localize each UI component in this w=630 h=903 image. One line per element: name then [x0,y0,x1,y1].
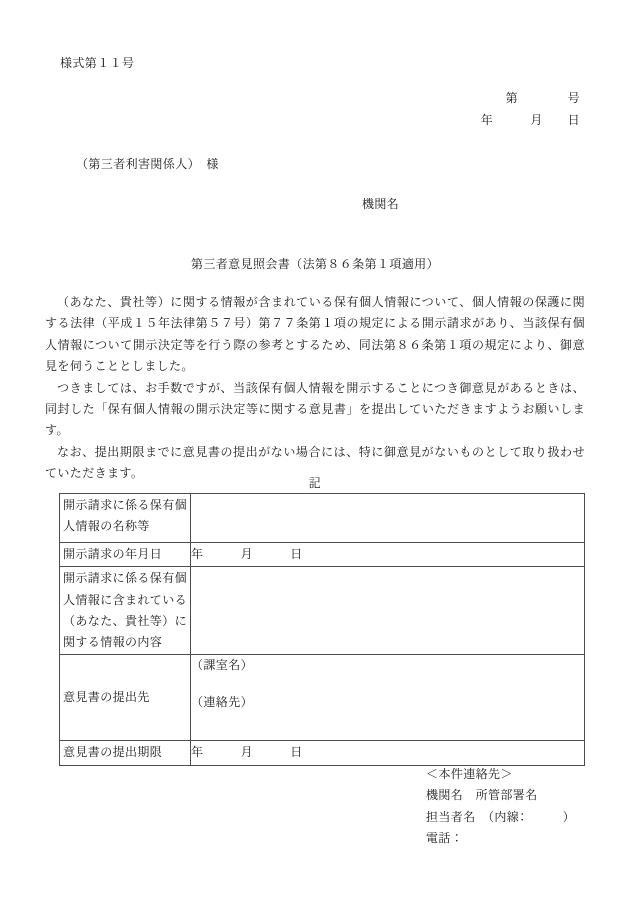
table-row-disclosure-name [60,494,585,543]
document-number-line: 第 号 [505,91,580,105]
table-row-request-date [60,543,585,567]
row-value-submit-deadline: 年 月 日 [191,741,585,765]
row-value-submit-to [191,655,585,741]
row-label-request-date: 開示請求の年月日 [60,543,191,567]
form-number: 様式第１１号 [60,56,135,70]
paragraph-1: （あなた、貴社等）に関する情報が含まれている保有個人情報について、個人情報の保護に関する法律（平成１５年法律第５７号）第７７条第１項の規定による開示請求があり、当該保有個人情報について開示決定等を行う際の参考とするため、同法第８６条第１項の規定により、御意見を伺うこととしました。 [45,295,585,374]
row-label-disclosure-name: 開示請求に係る保有個人情報の名称等 [60,494,191,543]
submit-to-section-name: （課室名） [191,658,254,673]
contact-person: 担当者名 （内線： ） [426,809,576,824]
table-row-submit-deadline [60,741,585,765]
details-table [59,493,585,766]
organization-name: 機関名 [362,197,400,211]
contact-block [426,764,575,849]
row-label-submit-deadline: 意見書の提出期限 [60,741,191,765]
document-title: 第三者意見照会書（法第８６条第１項適用） [190,257,439,271]
paragraph-2: つきましては、お手数ですが、当該保有個人情報を開示することにつき御意見があるときは、同封した「保有個人情報の開示決定等に関する意見書」を提出していただきますようお願いします。 [45,380,585,438]
document-date-line: 年 月 日 [480,113,580,127]
contact-heading: ＜本件連絡先＞ [426,767,513,781]
row-label-information-content: 開示請求に係る保有個人情報に含まれている（あなた、貴社等）に関する情報の内容 [60,567,191,655]
addressee-line: （第三者利害関係人） 様 [76,157,219,171]
row-label-submit-to: 意見書の提出先 [60,655,191,741]
body-text [45,292,585,485]
submit-to-contact: （連絡先） [191,694,254,709]
ki-marker: 記 [308,476,322,490]
table-row-submit-to [60,655,585,741]
row-value-request-date: 年 月 日 [191,543,585,567]
paragraph-3: なお、提出期限までに意見書の提出がない場合には、特に御意見がないものとして取り扱わせていただきます。 [45,444,585,481]
table-row-information-content [60,567,585,655]
row-value-information-content [191,567,585,655]
row-value-disclosure-name [191,494,585,543]
contact-phone: 電話： [426,830,464,845]
contact-organization: 機関名 所管部署名 [426,788,538,803]
